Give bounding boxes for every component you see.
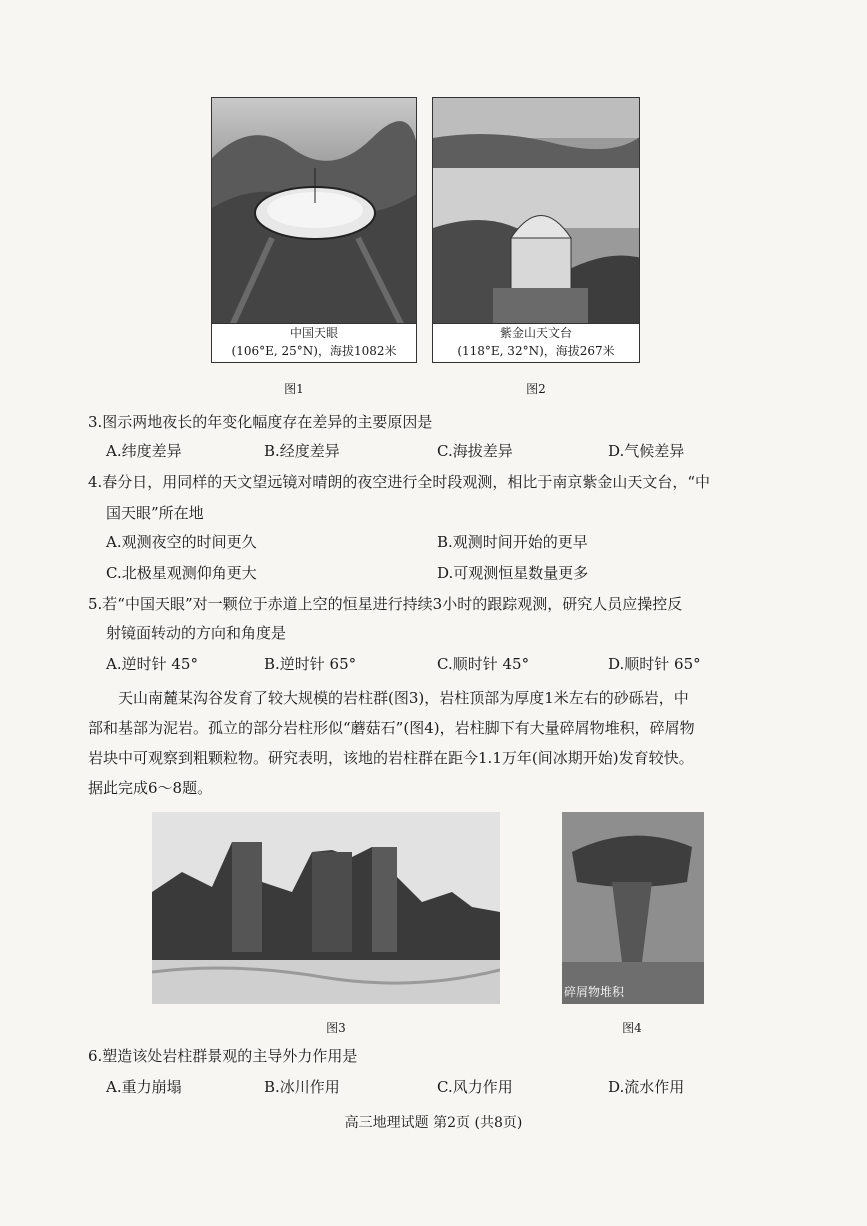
passage	[88, 683, 788, 803]
page-footer: 高三地理试题 第2页 (共8页)	[344, 1115, 523, 1131]
observatory-photo	[433, 98, 639, 326]
question-5-stem-line1: 5.若“中国天眼”对一颗位于赤道上空的恒星进行持续3小时的跟踪观测，研究人员应操控反	[88, 595, 683, 613]
mushroom-rock-image	[562, 812, 704, 1004]
passage-line-4: 据此完成6～8题。	[88, 779, 213, 797]
question-6-option-a[interactable]: A.重力崩塌	[106, 1078, 182, 1096]
figure-3-label: 图3	[326, 1021, 346, 1035]
figure-4	[562, 812, 704, 1004]
observatory-image	[433, 98, 639, 326]
figure-2-caption-name: 紫金山天文台	[499, 326, 572, 340]
figure-4-label: 图4	[622, 1021, 642, 1035]
question-3-option-c[interactable]: C.海拔差异	[437, 442, 513, 460]
figure-1-caption-location: (106°E, 25°N)，海拔1082米	[231, 344, 397, 358]
question-6-option-d[interactable]: D.流水作用	[608, 1078, 685, 1096]
fast-telescope-image	[212, 98, 416, 326]
figure-2	[432, 97, 640, 363]
question-5-stem-line2: 射镜面转动的方向和角度是	[106, 624, 287, 642]
figure-3	[152, 812, 500, 1004]
figure-2-caption-location: (118°E, 32°N)，海拔267米	[457, 344, 615, 358]
passage-line-2: 部和基部为泥岩。孤立的部分岩柱形似“蘑菇石”(图4)，岩柱脚下有大量碎屑物堆积，碎屑物	[88, 719, 695, 737]
question-6-option-b[interactable]: B.冰川作用	[264, 1078, 340, 1096]
question-6-option-c[interactable]: C.风力作用	[437, 1078, 513, 1096]
figure-2-caption	[433, 323, 639, 362]
question-4-option-d[interactable]: D.可观测恒星数量更多	[437, 564, 589, 582]
fast-telescope-photo	[212, 98, 416, 326]
question-3-option-a[interactable]: A.纬度差异	[106, 442, 182, 460]
question-4-stem-line2: 国天眼”所在地	[106, 504, 204, 522]
question-4-stem-line1: 4.春分日，用同样的天文望远镜对晴朗的夜空进行全时段观测，相比于南京紫金山天文台，“中	[88, 473, 710, 491]
figure-1	[211, 97, 417, 363]
debris-annotation: 碎屑物堆积	[564, 985, 625, 999]
passage-line-3: 岩块中可观察到粗颗粒物。研究表明，该地的岩柱群在距今1.1万年(间冰期开始)发育较快。	[88, 749, 694, 767]
question-3-option-d[interactable]: D.气候差异	[608, 442, 685, 460]
question-4-option-c[interactable]: C.北极星观测仰角更大	[106, 564, 257, 582]
figure-1-label: 图1	[284, 382, 304, 396]
question-3-stem: 3.图示两地夜长的年变化幅度存在差异的主要原因是	[88, 413, 433, 431]
passage-line-1: 天山南麓某沟谷发育了较大规模的岩柱群(图3)，岩柱顶部为厚度1米左右的砂砾岩，中	[118, 689, 689, 707]
question-4-option-b[interactable]: B.观测时间开始的更早	[437, 533, 588, 551]
rock-pillars-image	[152, 812, 500, 1004]
question-5-option-b[interactable]: B.逆时针 65°	[264, 655, 357, 673]
question-6-stem: 6.塑造该处岩柱群景观的主导外力作用是	[88, 1047, 358, 1065]
question-4-option-a[interactable]: A.观测夜空的时间更久	[106, 533, 257, 551]
question-3-option-b[interactable]: B.经度差异	[264, 442, 340, 460]
figure-2-label: 图2	[526, 382, 546, 396]
question-5-option-c[interactable]: C.顺时针 45°	[437, 655, 530, 673]
figure-1-caption	[212, 323, 416, 362]
question-5-option-a[interactable]: A.逆时针 45°	[106, 655, 198, 673]
question-5-option-d[interactable]: D.顺时针 65°	[608, 655, 701, 673]
figure-1-caption-name: 中国天眼	[289, 326, 338, 340]
